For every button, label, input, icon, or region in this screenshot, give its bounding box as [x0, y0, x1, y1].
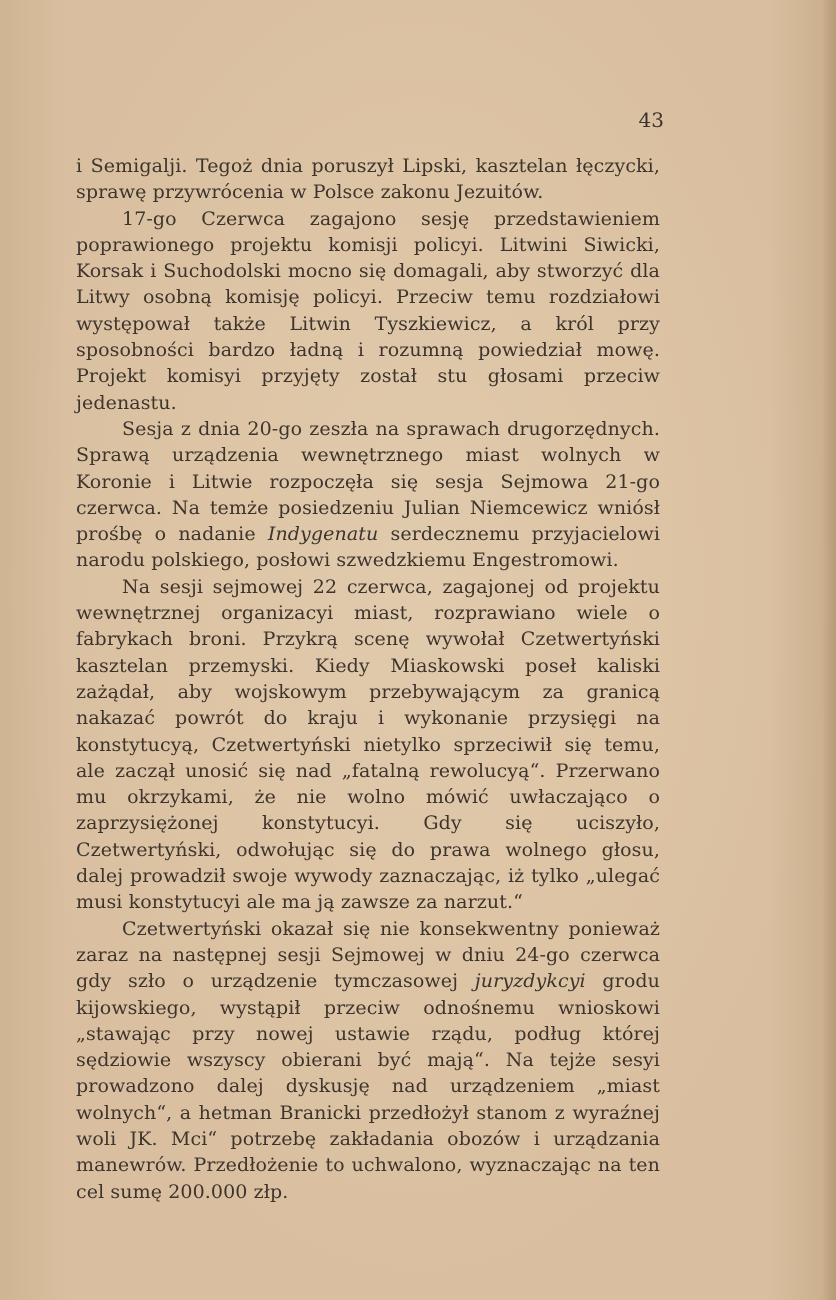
- paragraph-1: i Semigalji. Tegoż dnia poruszył Lipski, kasztelan łęczycki, sprawę przywrócenia w Polsce zakonu Jezuitów.: [76, 155, 660, 204]
- paragraph-4: Na sesji sejmowej 22 czerwca, zagajonej od projektu wewnętrznej organizacyi miast, rozprawiano wiele o fabrykach broni. Przykrą scenę wywołał Czetwertyński kasztelan przemyski. Kiedy Miaskowski poseł kaliski zażądał, aby wojskowym przebywającym za granicą nakazać powrót do kraju i wykonanie przysięgi na konstytucyą, Czetwertyński nietylko sprzeciwił się temu, ale zaczął unosić się nad „fatalną rewolucyą“. Przerwano mu okrzykami, że nie wolno mówić uwłaczająco o zaprzysiężonej konstytucyi. Gdy się uciszyło, Czetwertyński, odwołując się do prawa wolnego głosu, dalej prowadził swoje wywody zaznaczając, iż tylko „ulegać musi konstytucyi ale ma ją zawsze za narzut.“: [76, 575, 660, 914]
- body-text: [76, 153, 660, 1205]
- paragraph-5-text-a: Czetwertyński okazał się nie konsekwentny ponieważ zaraz na następnej sesji Sejmowej w dniu 24-go czerwca gdy szło o urządzenie tymczasowej: [76, 917, 660, 993]
- paragraph-5: [76, 916, 660, 1205]
- page-number: 43: [638, 108, 664, 132]
- page-edge-shadow: [822, 0, 836, 1300]
- paragraph-3-text-b: serdecznemu przyjacielowi narodu polskiego, posłowi szwedzkiemu Engestromowi.: [76, 523, 660, 572]
- paragraph-5-text-b: grodu kijowskiego, wystąpił przeciw odnośnemu wnioskowi „stawając przy nowej ustawie rządu, podług której sędziowie wszyscy obierani być mają“. Na tejże sesyi prowadzono dalej dyskusję nad urządzeniem „miast wolnych“, a hetman Branicki przedłożył stanom z wyraźnej woli JK. Mci“ potrzebę zakładania obozów i urządzania manewrów. Przedłożenie to uchwalono, wyznaczając na ten cel sumę 200.000 złp.: [76, 970, 660, 1203]
- paragraph-3-text-a: Sesja z dnia 20-go zeszła na sprawach drugorzędnych. Sprawą urządzenia wewnętrznego miast wolnych w Koronie i Litwie rozpoczęła się sesja Sejmowa 21-go czerwca. Na temże posiedzeniu Julian Niemcewicz wniósł prośbę o nadanie: [76, 417, 660, 546]
- paragraph-3-italic-term: Indygenatu: [267, 523, 379, 546]
- paragraph-3: [76, 416, 660, 574]
- paragraph-5-italic-term: juryzdykcyi: [474, 970, 586, 993]
- paragraph-2: 17-go Czerwca zagajono sesję przedstawieniem poprawionego projektu komisji policyi. Litwini Siwicki, Korsak i Suchodolski mocno się domagali, aby stworzyć dla Litwy osobną komisję policyi. Przeciw temu rozdziałowi występował także Litwin Tyszkiewicz, a król przy sposobności bardzo ładną i rozumną powiedział mowę. Projekt komisyi przyjęty został stu głosami przeciw jedenastu.: [76, 207, 660, 414]
